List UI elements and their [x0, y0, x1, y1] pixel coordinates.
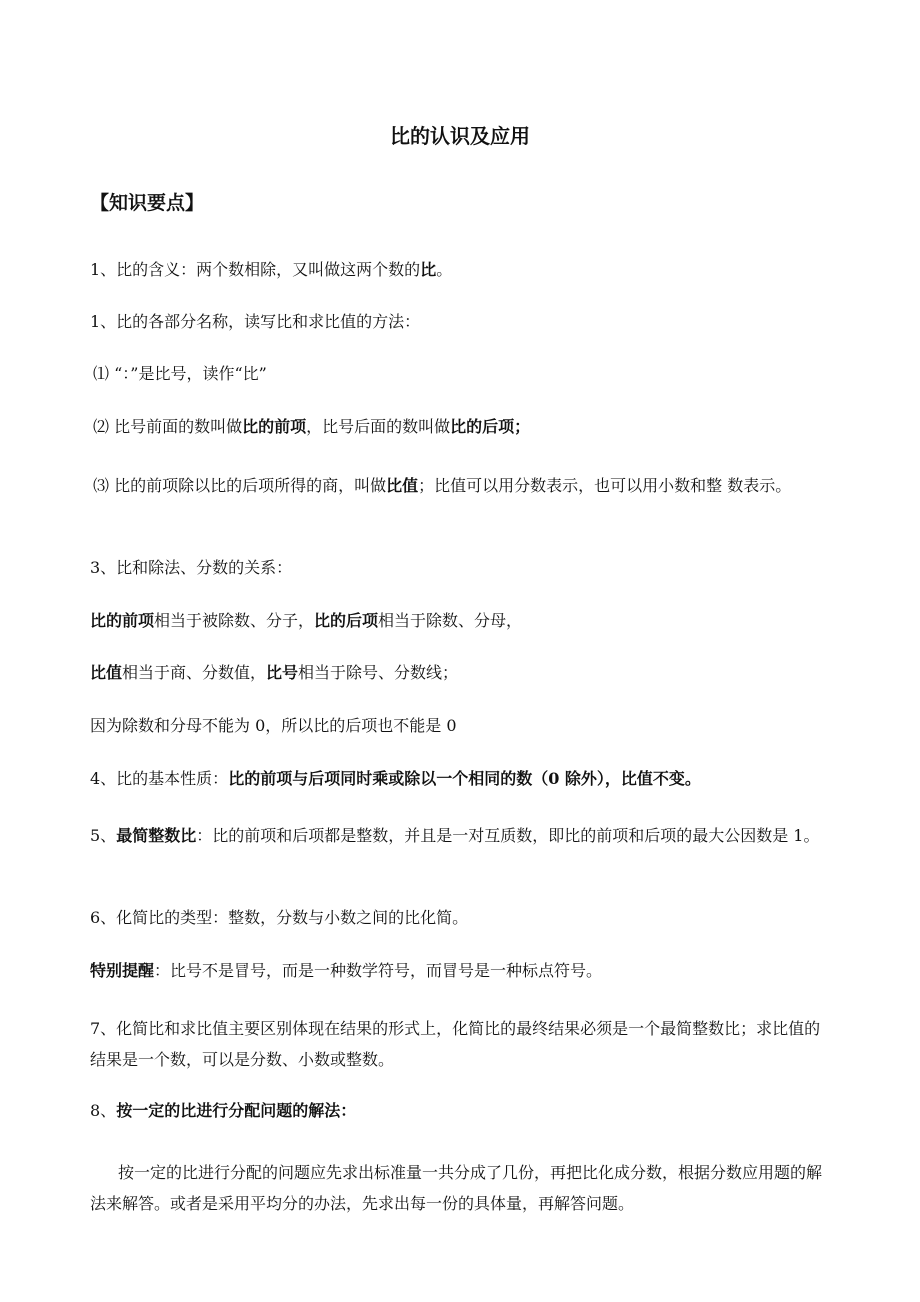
text: 8、	[90, 1101, 117, 1120]
sub-point-1: ⑴ “：”是比号，读作“比”	[93, 364, 267, 383]
text: 相当于被除数、分子，	[154, 611, 315, 630]
sub-point-3	[93, 470, 836, 501]
point-5-simplest-ratio	[90, 820, 836, 851]
relation-row-2	[90, 657, 836, 688]
bold-term: 比值	[386, 476, 419, 495]
relation-row-3: 因为除数和分母不能为 0，所以比的后项也不能是 0	[90, 716, 457, 735]
bold-term: 比的前项与后项同时乘或除以一个相同的数（0 除外），比值不变。	[228, 769, 701, 788]
text: ：比的前项和后项都是整数，并且是一对互质数，即比的前项和后项的最大公因数是 1。	[196, 826, 820, 845]
bold-term: 按一定的比进行分配问题的解法：	[116, 1101, 357, 1120]
bold-term: 比的前项	[242, 417, 307, 436]
allocation-method-paragraph: 按一定的比进行分配的问题应先求出标准量一共分成了几份，再把比化成分数，根据分数应用题的解法来解答。或者是采用平均分的办法，先求出每一份的具体量，再解答问题。	[90, 1163, 823, 1213]
bold-term: 特别提醒	[90, 961, 155, 980]
text: ，比号后面的数叫做	[306, 417, 451, 436]
text: ；比值可以用分数表示，也可以用小数和整 数表示。	[418, 476, 792, 495]
point-7-difference: 7、化简比和求比值主要区别体现在结果的形式上，化简比的最终结果必须是一个最简整数比；求比值的结果是一个数，可以是分数、小数或整数。	[90, 1019, 821, 1069]
point-8-allocation	[90, 1095, 836, 1126]
text: ⑶ 比的前项除以比的后项所得的商，叫做	[93, 476, 387, 495]
point-4-property	[90, 763, 836, 794]
text: ：比号不是冒号，而是一种数学符号，而冒号是一种标点符号。	[154, 961, 603, 980]
text: ⑵ 比号前面的数叫做	[93, 417, 243, 436]
bold-term: 比的前项	[90, 611, 155, 630]
point-3-relation: 3、比和除法、分数的关系：	[90, 558, 293, 577]
relation-row-1	[90, 605, 836, 636]
text: 5、	[90, 826, 117, 845]
special-reminder	[90, 955, 836, 986]
page-title: 比的认识及应用	[390, 124, 530, 148]
section-heading: 【知识要点】	[90, 192, 205, 214]
text: 。	[436, 260, 453, 279]
bold-term: 比号	[266, 663, 299, 682]
point-2-parts: 1、比的各部分名称，读写比和求比值的方法：	[90, 312, 421, 331]
bold-term: 比的后项	[314, 611, 379, 630]
text: 4、比的基本性质：	[90, 769, 229, 788]
bold-term: 比值	[90, 663, 123, 682]
text: 相当于除号、分数线；	[298, 663, 459, 682]
text: 相当于除数、分母，	[378, 611, 523, 630]
point-6-simplify-types: 6、化简比的类型：整数，分数与小数之间的比化简。	[90, 908, 469, 927]
bold-term: 比	[420, 260, 437, 279]
bold-term: 最简整数比	[116, 826, 197, 845]
sub-point-2	[93, 411, 836, 442]
text: 相当于商、分数值，	[122, 663, 267, 682]
point-1-meaning	[90, 254, 836, 285]
text: 1、比的含义：两个数相除，又叫做这两个数的	[90, 260, 421, 279]
bold-term: 比的后项；	[450, 417, 531, 436]
